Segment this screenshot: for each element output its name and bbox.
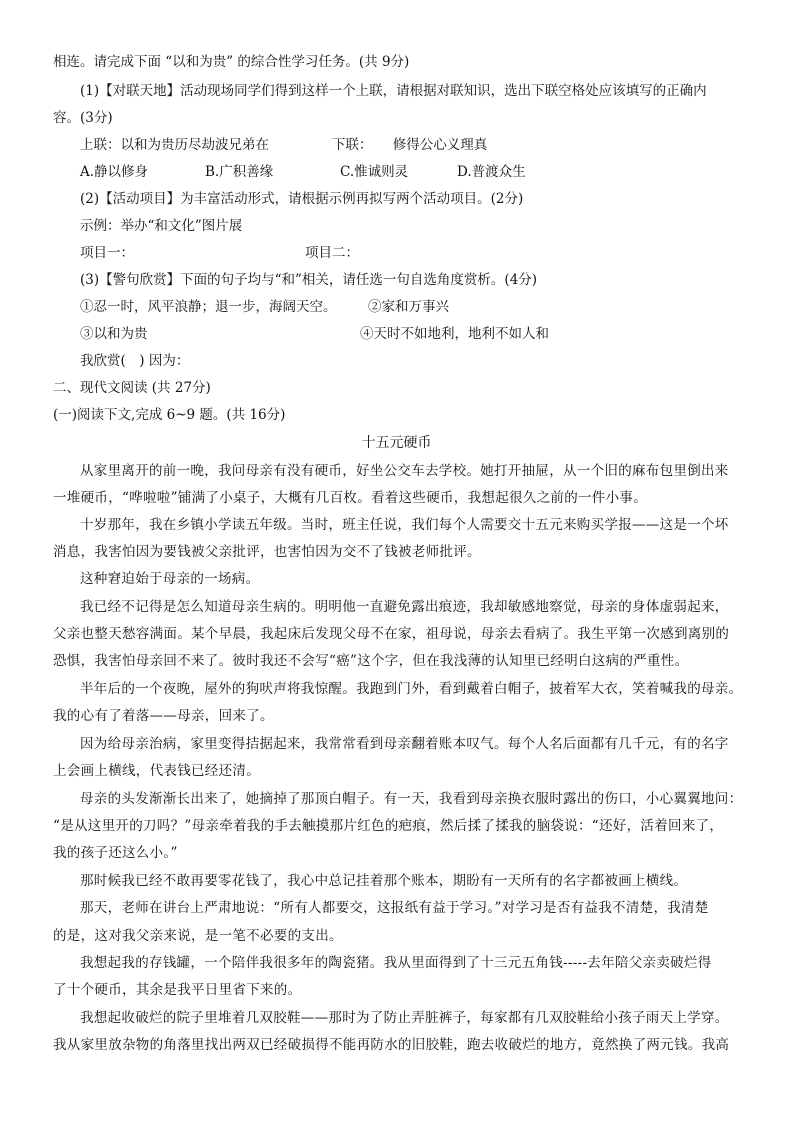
option-d: D.普渡众生 bbox=[457, 164, 526, 180]
body-line: 我从家里放杂物的角落里找出两双已经破损得不能再防水的旧胶鞋，跑去收破烂的地方，竟然换了两元钱。我高 bbox=[53, 1037, 730, 1053]
couplet-upper: 上联：以和为贵历尽劫波兄弟在 bbox=[80, 137, 269, 153]
intro-line: 相连。请完成下面 “以和为贵” 的综合性学习任务。(共 9分) bbox=[53, 54, 410, 70]
option-c: C.惟诚则灵 bbox=[340, 164, 409, 180]
body-line: 的是，这对我父亲来说，是一笔不必要的支出。 bbox=[53, 928, 343, 944]
body-line: “是从这里开的刀吗？”母亲牵着我的手去触摸那片红色的疤痕，然后揉了揉我的脑袋说：“还好，活着回来了， bbox=[53, 818, 724, 834]
question-1-line-2: 容。(3分) bbox=[53, 110, 113, 126]
body-line: 我的孩子还这么小。” bbox=[53, 845, 178, 861]
appreciate-line: 我欣赏( ) 因为： bbox=[80, 353, 190, 369]
question-3-line: (3)【警句欣赏】下面的句子均与“和”相关，请任选一句自选角度赏析。(4分) bbox=[80, 272, 538, 288]
body-line: 母亲的头发渐渐长出来了，她摘掉了那顶白帽子。有一天，我看到母亲换衣服时露出的伤口，小心翼翼地问： bbox=[80, 791, 743, 807]
body-line: 半年后的一个夜晚，屋外的狗吠声将我惊醒。我跑到门外，看到戴着白帽子，披着军大衣，笑着喊我的母亲。 bbox=[80, 681, 743, 697]
question-2-line: (2)【活动项目】为丰富活动形式，请根据示例再拟写两个活动项目。(2分) bbox=[80, 191, 524, 207]
body-line: 我想起我的存钱罐，一个陪伴我很多年的陶瓷猪。我从里面得到了十三元五角钱-----去年陪父亲卖破烂得 bbox=[80, 955, 712, 971]
body-line: 因为给母亲治病，家里变得拮据起来，我常常看到母亲翻着账本叹气。每个人名后面都有几千元，有的名字 bbox=[80, 736, 729, 752]
body-line: 了十个硬币，其余是我平日里省下来的。 bbox=[53, 982, 302, 998]
body-line: 我已经不记得是怎么知道母亲生病的。明明他一直避免露出痕迹，我却敏感地察觉，母亲的身体虚弱起来， bbox=[80, 599, 729, 615]
body-line: 消息，我害怕因为要钱被父亲批评，也害怕因为交不了钱被老师批评。 bbox=[53, 544, 481, 560]
body-line: 从家里离开的前一晚，我问母亲有没有硬币，好坐公交车去学校。她打开抽屉，从一个旧的麻布包里倒出来 bbox=[80, 463, 729, 479]
body-line: 我的心有了着落——母亲，回来了。 bbox=[53, 708, 274, 724]
body-line: 我想起收破烂的院子里堆着几双胶鞋——那时为了防止弄脏裤子，每家都有几双胶鞋给小孩子雨天上学穿。 bbox=[80, 1010, 729, 1026]
body-line: 这种窘迫始于母亲的一场病。 bbox=[80, 571, 260, 587]
couplet-lower: 下联： 修得公心义理真 bbox=[332, 137, 488, 153]
project-two-label: 项目二： bbox=[305, 245, 359, 261]
body-line: 一堆硬币，“哗啦啦”铺满了小桌子，大概有几百枚。看着这些硬币，我想起很久之前的一件小事。 bbox=[53, 490, 648, 506]
quote-3: ③以和为贵 bbox=[80, 326, 148, 342]
option-a: A.静以修身 bbox=[80, 164, 149, 180]
option-b: B.广积善缘 bbox=[205, 164, 274, 180]
body-line: 那时候我已经不敢再要零花钱了，我心中总记挂着那个账本，期盼有一天所有的名字都被画上横线。 bbox=[80, 873, 688, 889]
body-line: 父亲也整天愁容满面。某个早晨，我起床后发现父母不在家，祖母说，母亲去看病了。我生平第一次感到离别的 bbox=[53, 626, 730, 642]
quote-4: ④天时不如地利，地利不如人和 bbox=[360, 326, 549, 342]
section-two-heading: 二、现代文阅读 (共 27分) bbox=[53, 380, 211, 396]
quote-2: ②家和万事兴 bbox=[368, 299, 449, 315]
reading-sub-heading: (一)阅读下文,完成 6~9 题。(共 16分) bbox=[53, 407, 286, 423]
body-line: 恐惧，我害怕母亲回不来了。彼时我还不会写“癌”这个字，但在我浅薄的认知里已经明白这病的严重性。 bbox=[53, 653, 689, 669]
body-line: 那天，老师在讲台上严肃地说：“所有人都要交，这报纸有益于学习。”对学习是否有益我不清楚，我清楚 bbox=[80, 900, 709, 916]
body-line: 上会画上横线，代表钱已经还清。 bbox=[53, 763, 260, 779]
article-title: 十五元硬币 bbox=[361, 435, 432, 451]
body-line: 十岁那年，我在乡镇小学读五年级。当时，班主任说，我们每个人需要交十五元来购买学报——这是一个坏 bbox=[80, 517, 729, 533]
quote-1: ①忍一时，风平浪静；退一步，海阔天空。 bbox=[80, 299, 337, 315]
example-line: 示例：举办“和文化”图片展 bbox=[80, 218, 243, 234]
project-one-label: 项目一： bbox=[80, 245, 134, 261]
question-1-line-1: (1)【对联天地】活动现场同学们得到这样一个上联，请根据对联知识，选出下联空格处应该填写的正确内 bbox=[80, 83, 707, 99]
